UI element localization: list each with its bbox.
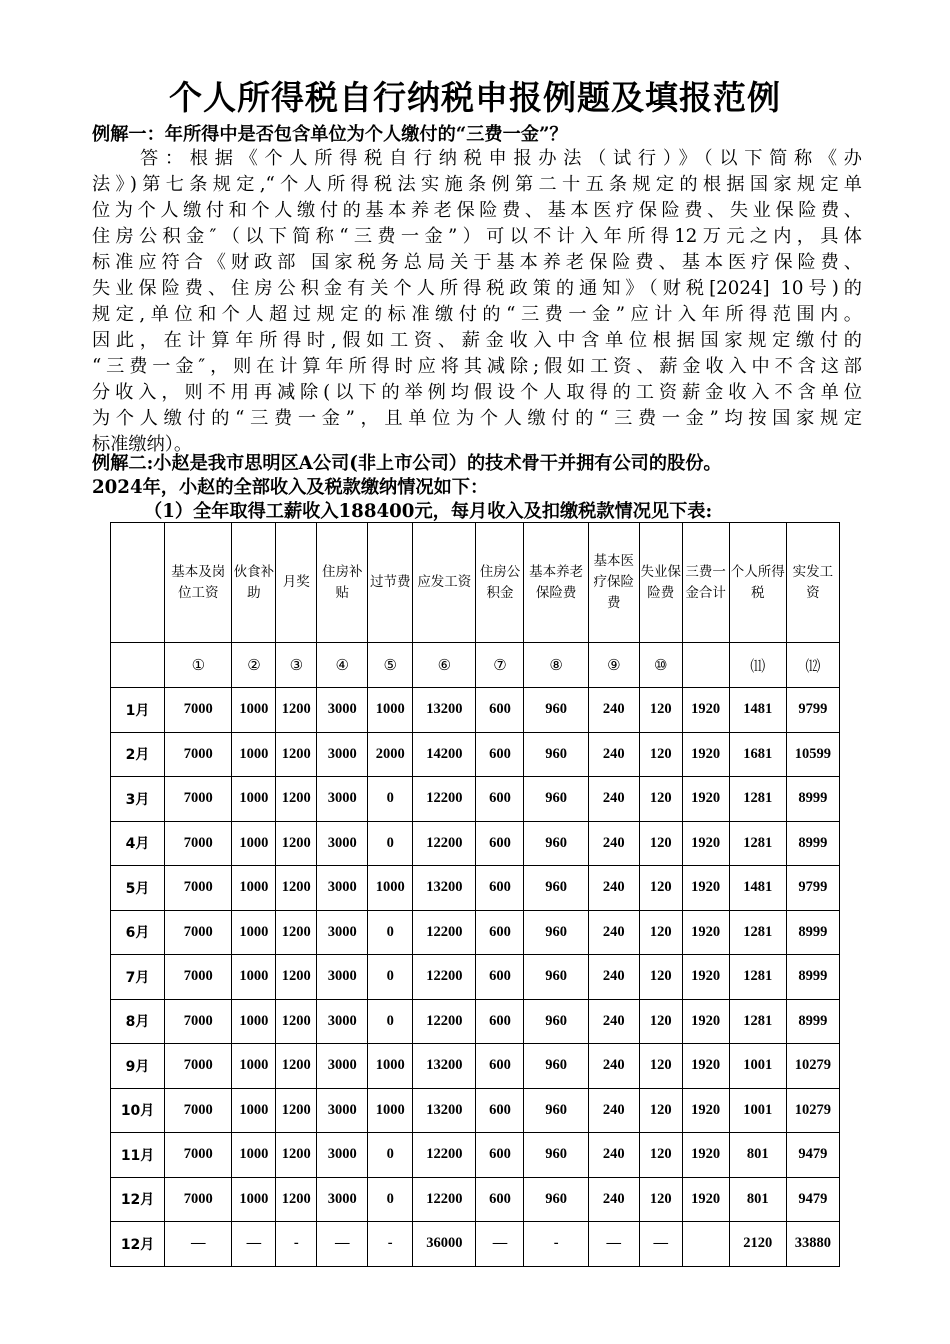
table-cell: 0 bbox=[368, 910, 413, 955]
table-cell: 1001 bbox=[729, 1044, 786, 1089]
table-cell: 120 bbox=[639, 1088, 682, 1133]
table-cell: 12200 bbox=[413, 777, 476, 822]
table-cell: 1481 bbox=[729, 688, 786, 733]
column-header: 住房补贴 bbox=[317, 523, 368, 643]
table-cell: 1281 bbox=[729, 910, 786, 955]
table-cell: 1200 bbox=[276, 732, 317, 777]
table-row bbox=[111, 1044, 840, 1089]
table-cell: 12200 bbox=[413, 1133, 476, 1178]
table-cell: 3000 bbox=[317, 1044, 368, 1089]
example2-heading-cont: 2024年，小赵的全部收入及税款缴纳情况如下： bbox=[92, 477, 489, 498]
column-header: 基本养老保险费 bbox=[524, 523, 588, 643]
table-cell: 7000 bbox=[165, 866, 232, 911]
table-cell: 1000 bbox=[368, 688, 413, 733]
table-cell: 9799 bbox=[786, 688, 839, 733]
table-cell: 1000 bbox=[368, 866, 413, 911]
table-cell: 7000 bbox=[165, 910, 232, 955]
answer-line: 因此，在计算年所得时,假如工资、薪金收入中含单位根据国家规定缴付的 bbox=[92, 330, 862, 351]
table-row bbox=[111, 1177, 840, 1222]
column-number: ⑧ bbox=[524, 643, 588, 688]
table-cell: 1920 bbox=[682, 1044, 729, 1089]
month-cell: 9月 bbox=[111, 1044, 165, 1089]
table-cell: 1920 bbox=[682, 910, 729, 955]
answer-line: 为个人缴付的“三费一金”，且单位为个人缴付的“三费一金”均按国家规定 bbox=[92, 408, 862, 429]
table-cell: 7000 bbox=[165, 1088, 232, 1133]
table-cell: 3000 bbox=[317, 910, 368, 955]
table-cell: - bbox=[524, 1222, 588, 1267]
table-cell: 0 bbox=[368, 777, 413, 822]
table-cell: 12200 bbox=[413, 1177, 476, 1222]
table-cell: 9479 bbox=[786, 1177, 839, 1222]
table-cell: 120 bbox=[639, 999, 682, 1044]
table-cell: 7000 bbox=[165, 777, 232, 822]
table-cell: 10279 bbox=[786, 1088, 839, 1133]
table-cell: 1000 bbox=[232, 955, 276, 1000]
table-cell: 1001 bbox=[729, 1088, 786, 1133]
table-cell: 960 bbox=[524, 910, 588, 955]
table-cell: 14200 bbox=[413, 732, 476, 777]
table-cell: 960 bbox=[524, 1044, 588, 1089]
table-row bbox=[111, 1088, 840, 1133]
table-cell: — bbox=[232, 1222, 276, 1267]
table-cell: 600 bbox=[476, 688, 524, 733]
table-cell: 960 bbox=[524, 688, 588, 733]
table-cell: 1200 bbox=[276, 866, 317, 911]
column-header: 实发工资 bbox=[786, 523, 839, 643]
column-header: 应发工资 bbox=[413, 523, 476, 643]
table-cell: 1920 bbox=[682, 955, 729, 1000]
table-cell: 1000 bbox=[232, 910, 276, 955]
column-header: 伙食补助 bbox=[232, 523, 276, 643]
table-cell: 600 bbox=[476, 1044, 524, 1089]
month-cell: 8月 bbox=[111, 999, 165, 1044]
table-cell: 1281 bbox=[729, 777, 786, 822]
column-number: ⑤ bbox=[368, 643, 413, 688]
table-cell: 801 bbox=[729, 1133, 786, 1178]
table-cell: 9799 bbox=[786, 866, 839, 911]
table-cell: 1920 bbox=[682, 688, 729, 733]
table-cell: 960 bbox=[524, 732, 588, 777]
table-cell: 240 bbox=[588, 1177, 639, 1222]
column-header: 个人所得税 bbox=[729, 523, 786, 643]
table-cell: 1281 bbox=[729, 955, 786, 1000]
month-cell: 4月 bbox=[111, 821, 165, 866]
table-cell: — bbox=[639, 1222, 682, 1267]
table-cell: 600 bbox=[476, 1177, 524, 1222]
table-header-row bbox=[111, 523, 840, 643]
table-cell: 120 bbox=[639, 688, 682, 733]
table-cell: 1920 bbox=[682, 777, 729, 822]
answer-line: “三费一金″，则在计算年所得时应将其减除;假如工资、薪金收入中不含这部 bbox=[92, 356, 862, 377]
table-cell: 120 bbox=[639, 1044, 682, 1089]
table-cell: 120 bbox=[639, 866, 682, 911]
table-cell: 600 bbox=[476, 732, 524, 777]
table-cell: 7000 bbox=[165, 732, 232, 777]
table-cell: 960 bbox=[524, 821, 588, 866]
month-cell: 6月 bbox=[111, 910, 165, 955]
month-cell: 2月 bbox=[111, 732, 165, 777]
table-cell: 1200 bbox=[276, 821, 317, 866]
column-number: ⑥ bbox=[413, 643, 476, 688]
table-row bbox=[111, 910, 840, 955]
table-cell: 13200 bbox=[413, 1088, 476, 1133]
table-cell: 240 bbox=[588, 1133, 639, 1178]
table-cell: 600 bbox=[476, 821, 524, 866]
table-cell: 120 bbox=[639, 821, 682, 866]
column-number: ① bbox=[165, 643, 232, 688]
table-cell: 9479 bbox=[786, 1133, 839, 1178]
table-row bbox=[111, 1222, 840, 1267]
table-cell: 1000 bbox=[232, 777, 276, 822]
table-cell: 2000 bbox=[368, 732, 413, 777]
month-cell: 10月 bbox=[111, 1088, 165, 1133]
table-cell: 600 bbox=[476, 1088, 524, 1133]
column-number: ⑿ bbox=[786, 643, 839, 688]
table-cell: 960 bbox=[524, 1133, 588, 1178]
table-cell: 600 bbox=[476, 777, 524, 822]
table-cell: 600 bbox=[476, 910, 524, 955]
table-cell: 13200 bbox=[413, 1044, 476, 1089]
table-cell: 240 bbox=[588, 999, 639, 1044]
table-cell: 2120 bbox=[729, 1222, 786, 1267]
table-row bbox=[111, 1133, 840, 1178]
table-cell: — bbox=[476, 1222, 524, 1267]
answer-line: 分收入，则不用再减除(以下的举例均假设个人取得的工资薪金收入不含单位 bbox=[92, 382, 862, 403]
table-cell: 1920 bbox=[682, 999, 729, 1044]
table-cell: — bbox=[317, 1222, 368, 1267]
answer-line: 位为个人缴付和个人缴付的基本养老保险费、基本医疗保险费、失业保险费、 bbox=[92, 200, 862, 221]
table-cell: 3000 bbox=[317, 1133, 368, 1178]
table-cell bbox=[682, 1222, 729, 1267]
page-title: 个人所得税自行纳税申报例题及填报范例 bbox=[169, 78, 781, 117]
table-cell: 1281 bbox=[729, 999, 786, 1044]
table-cell: 12200 bbox=[413, 821, 476, 866]
table-cell: 240 bbox=[588, 688, 639, 733]
table-cell: 960 bbox=[524, 955, 588, 1000]
table-cell: 1000 bbox=[232, 1133, 276, 1178]
table-cell: 3000 bbox=[317, 955, 368, 1000]
table-cell: 7000 bbox=[165, 821, 232, 866]
table-cell: - bbox=[276, 1222, 317, 1267]
table-row bbox=[111, 866, 840, 911]
table-cell: 36000 bbox=[413, 1222, 476, 1267]
column-number: ⑩ bbox=[639, 643, 682, 688]
table-cell: 0 bbox=[368, 955, 413, 1000]
table-cell: 120 bbox=[639, 1177, 682, 1222]
column-number: ⑦ bbox=[476, 643, 524, 688]
table-cell: 1000 bbox=[232, 1088, 276, 1133]
table-cell: 960 bbox=[524, 999, 588, 1044]
table-cell: 0 bbox=[368, 821, 413, 866]
table-row bbox=[111, 688, 840, 733]
table-cell: 3000 bbox=[317, 732, 368, 777]
column-header: 三费一金合计 bbox=[682, 523, 729, 643]
table-cell: 12200 bbox=[413, 910, 476, 955]
answer-line: 答：根据《个人所得税自行纳税申报办法（试行）》（以下简称《办 bbox=[140, 148, 862, 169]
table-cell: - bbox=[368, 1222, 413, 1267]
table-cell: 3000 bbox=[317, 866, 368, 911]
table-row bbox=[111, 777, 840, 822]
salary-table bbox=[110, 522, 840, 1267]
column-header: 失业保险费 bbox=[639, 523, 682, 643]
column-header: 月奖 bbox=[276, 523, 317, 643]
table-cell: 240 bbox=[588, 1088, 639, 1133]
table-cell: 1000 bbox=[232, 1044, 276, 1089]
column-number-row bbox=[111, 643, 840, 688]
table-row bbox=[111, 999, 840, 1044]
table-body bbox=[111, 688, 840, 1267]
example2-heading: 例解二:小赵是我市思明区A公司(非上市公司）的技术骨干并拥有公司的股份。 bbox=[92, 453, 722, 474]
table-cell: 240 bbox=[588, 910, 639, 955]
column-header: 基本医疗保险费 bbox=[588, 523, 639, 643]
table-cell: 3000 bbox=[317, 777, 368, 822]
table-cell: 1200 bbox=[276, 777, 317, 822]
table-cell: 0 bbox=[368, 1133, 413, 1178]
table-cell: 3000 bbox=[317, 999, 368, 1044]
column-number: ④ bbox=[317, 643, 368, 688]
table-cell: 120 bbox=[639, 955, 682, 1000]
table-cell: 240 bbox=[588, 955, 639, 1000]
column-number: ② bbox=[232, 643, 276, 688]
table-row bbox=[111, 955, 840, 1000]
table-cell: 801 bbox=[729, 1177, 786, 1222]
column-number: ③ bbox=[276, 643, 317, 688]
table-cell: 12200 bbox=[413, 955, 476, 1000]
table-cell: 960 bbox=[524, 777, 588, 822]
column-number: ⑨ bbox=[588, 643, 639, 688]
table-cell: 1000 bbox=[368, 1088, 413, 1133]
table-row bbox=[111, 821, 840, 866]
table-cell: 1000 bbox=[232, 999, 276, 1044]
table-cell: 1920 bbox=[682, 1177, 729, 1222]
answer-line: 法》)第七条规定,“个人所得税法实施条例第二十五条规定的根据国家规定单 bbox=[92, 174, 862, 195]
column-number: ⑾ bbox=[729, 643, 786, 688]
table-cell: 7000 bbox=[165, 955, 232, 1000]
table-cell: 3000 bbox=[317, 1088, 368, 1133]
table-cell: 1200 bbox=[276, 1044, 317, 1089]
table-cell: 1481 bbox=[729, 866, 786, 911]
table-cell: 1920 bbox=[682, 1133, 729, 1178]
table-cell: 600 bbox=[476, 866, 524, 911]
table-cell: — bbox=[588, 1222, 639, 1267]
table-cell: 1000 bbox=[232, 688, 276, 733]
table-cell: 10279 bbox=[786, 1044, 839, 1089]
table-cell: 240 bbox=[588, 732, 639, 777]
table-cell: 1920 bbox=[682, 732, 729, 777]
table-cell: 120 bbox=[639, 910, 682, 955]
table-cell: 8999 bbox=[786, 821, 839, 866]
answer-line: 标准应符合《财政部 国家税务总局关于基本养老保险费、基本医疗保险费、 bbox=[92, 252, 862, 273]
table-cell: 120 bbox=[639, 732, 682, 777]
month-cell: 12月 bbox=[111, 1222, 165, 1267]
answer-line: 标准缴纳）。 bbox=[92, 434, 193, 455]
table-cell: 600 bbox=[476, 1133, 524, 1178]
table-cell: 1000 bbox=[232, 1177, 276, 1222]
table-cell: 8999 bbox=[786, 777, 839, 822]
table-cell: 1681 bbox=[729, 732, 786, 777]
column-header bbox=[111, 523, 165, 643]
table-cell: 1000 bbox=[368, 1044, 413, 1089]
table-cell: 0 bbox=[368, 999, 413, 1044]
table-cell: 1200 bbox=[276, 688, 317, 733]
table-cell: 1200 bbox=[276, 1133, 317, 1178]
table-cell: 1200 bbox=[276, 1088, 317, 1133]
table-cell: 7000 bbox=[165, 999, 232, 1044]
example2-item1: （1）全年取得工薪收入188400元，每月收入及扣缴税款情况见下表: bbox=[144, 501, 713, 522]
answer-line: 失业保险费、住房公积金有关个人所得税政策的通知》（财税[2024] 10号)的 bbox=[92, 278, 862, 299]
table-cell: 1920 bbox=[682, 1088, 729, 1133]
table-cell: 1920 bbox=[682, 866, 729, 911]
table-cell: 1000 bbox=[232, 732, 276, 777]
column-number bbox=[111, 643, 165, 688]
table-cell: 960 bbox=[524, 1177, 588, 1222]
table-cell: 1200 bbox=[276, 999, 317, 1044]
table-cell: 8999 bbox=[786, 999, 839, 1044]
month-cell: 7月 bbox=[111, 955, 165, 1000]
table-cell: 33880 bbox=[786, 1222, 839, 1267]
table-cell: 1200 bbox=[276, 910, 317, 955]
month-cell: 3月 bbox=[111, 777, 165, 822]
table-cell: 120 bbox=[639, 777, 682, 822]
answer-line: 规定,单位和个人超过规定的标准缴付的“三费一金”应计入年所得范围内。 bbox=[92, 304, 862, 325]
table-cell: 1000 bbox=[232, 821, 276, 866]
month-cell: 12月 bbox=[111, 1177, 165, 1222]
month-cell: 11月 bbox=[111, 1133, 165, 1178]
month-cell: 5月 bbox=[111, 866, 165, 911]
table-cell: 240 bbox=[588, 777, 639, 822]
table-cell: 3000 bbox=[317, 821, 368, 866]
table-cell: 13200 bbox=[413, 688, 476, 733]
table-cell: 1920 bbox=[682, 821, 729, 866]
table-cell: 0 bbox=[368, 1177, 413, 1222]
table-cell: 240 bbox=[588, 821, 639, 866]
table-cell: 1200 bbox=[276, 955, 317, 1000]
column-header: 住房公积金 bbox=[476, 523, 524, 643]
answer-line: 住房公积金″（以下简称“三费一金”）可以不计入年所得12万元之内，具体 bbox=[92, 226, 862, 247]
table-cell: 12200 bbox=[413, 999, 476, 1044]
month-cell: 1月 bbox=[111, 688, 165, 733]
table-cell: 7000 bbox=[165, 1177, 232, 1222]
table-cell: 120 bbox=[639, 1133, 682, 1178]
table-cell: 8999 bbox=[786, 955, 839, 1000]
table-cell: 960 bbox=[524, 866, 588, 911]
table-cell: 7000 bbox=[165, 688, 232, 733]
table-cell: 240 bbox=[588, 1044, 639, 1089]
table-cell: 8999 bbox=[786, 910, 839, 955]
example1-heading: 例解一：年所得中是否包含单位为个人缴付的“三费一金”？ bbox=[92, 124, 568, 145]
table-cell: 960 bbox=[524, 1088, 588, 1133]
table-cell: 13200 bbox=[413, 866, 476, 911]
table-cell: 7000 bbox=[165, 1133, 232, 1178]
table-cell: 600 bbox=[476, 999, 524, 1044]
table-cell: 1000 bbox=[232, 866, 276, 911]
column-header: 基本及岗位工资 bbox=[165, 523, 232, 643]
table-cell: 600 bbox=[476, 955, 524, 1000]
table-cell: — bbox=[165, 1222, 232, 1267]
table-cell: 240 bbox=[588, 866, 639, 911]
table-cell: 1200 bbox=[276, 1177, 317, 1222]
column-number bbox=[682, 643, 729, 688]
table-cell: 1281 bbox=[729, 821, 786, 866]
table-cell: 7000 bbox=[165, 1044, 232, 1089]
table-cell: 10599 bbox=[786, 732, 839, 777]
table-row bbox=[111, 732, 840, 777]
column-header: 过节费 bbox=[368, 523, 413, 643]
table-cell: 3000 bbox=[317, 1177, 368, 1222]
table-cell: 3000 bbox=[317, 688, 368, 733]
